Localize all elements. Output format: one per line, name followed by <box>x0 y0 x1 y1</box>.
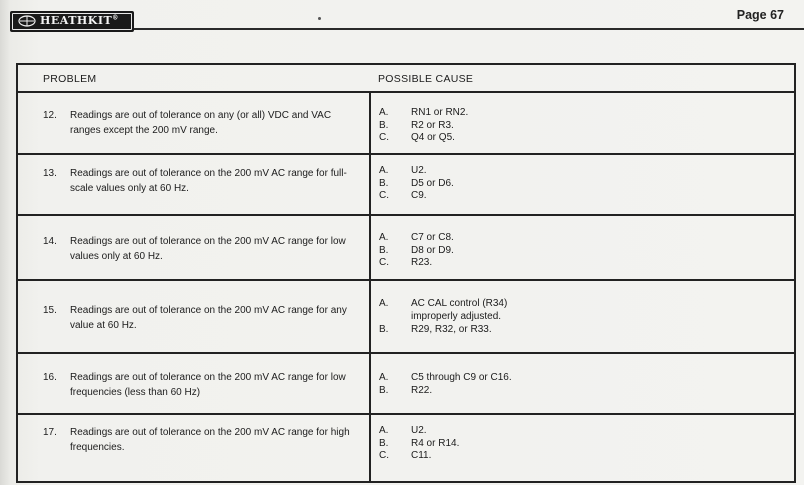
cause-column-header: POSSIBLE CAUSE <box>378 73 474 85</box>
cause-item <box>379 310 779 323</box>
cause-text: improperly adjusted. <box>411 311 502 322</box>
cause-text: U2. <box>411 425 427 436</box>
cause-item <box>379 384 779 397</box>
problem-number: 15. <box>43 305 57 316</box>
cause-text: Q4 or Q5. <box>411 132 455 143</box>
cause-letter: A. <box>379 372 389 383</box>
cause-text: R22. <box>411 385 433 396</box>
problem-cell <box>43 166 363 196</box>
problem-number: 17. <box>43 427 57 438</box>
problem-text: Readings are out of tolerance on the 200 mV AC range for low frequencies (less than 60 Hz) <box>70 372 346 398</box>
problem-text: Readings are out of tolerance on the 200 mV AC range for low values only at 60 Hz. <box>70 236 346 262</box>
cause-cell <box>379 371 779 397</box>
cause-item <box>379 178 779 191</box>
cause-item <box>379 232 779 245</box>
table-header-row <box>18 65 794 93</box>
problem-number: 13. <box>43 168 57 179</box>
cause-item <box>379 450 779 463</box>
cause-item <box>379 371 779 384</box>
table-row <box>18 155 794 216</box>
cause-text: C5 through C9 or C16. <box>411 372 512 383</box>
problem-cell <box>43 370 363 400</box>
problem-number: 14. <box>43 236 57 247</box>
cause-letter: A. <box>379 107 389 118</box>
cause-letter: B. <box>379 385 389 396</box>
problem-text: Readings are out of tolerance on the 200 mV AC range for any value at 60 Hz. <box>70 305 347 331</box>
heathkit-emblem-icon <box>18 15 36 27</box>
table-row <box>18 354 794 415</box>
cause-letter: A. <box>379 165 389 176</box>
cause-item <box>379 425 779 438</box>
logo-wordmark <box>40 14 119 27</box>
cause-letter: C. <box>379 450 389 461</box>
problem-text: Readings are out of tolerance on the 200 mV AC range for high frequencies. <box>70 427 350 453</box>
cause-letter: C. <box>379 132 389 143</box>
cause-item <box>379 132 779 145</box>
cause-text: R29, R32, or R33. <box>411 324 492 335</box>
cause-text: C11. <box>411 450 432 461</box>
cause-item <box>379 297 779 310</box>
cause-letter: C. <box>379 257 389 268</box>
page-number: Page 67 <box>736 8 784 22</box>
cause-letter: A. <box>379 425 389 436</box>
cause-letter: B. <box>379 437 389 449</box>
print-speck <box>318 17 321 20</box>
cause-letter: B. <box>379 324 389 335</box>
problem-column-header: PROBLEM <box>43 73 97 85</box>
problem-cell <box>43 234 363 264</box>
problem-text: Readings are out of tolerance on the 200 mV AC range for full-scale values only at 60 Hz. <box>70 168 347 194</box>
cause-item <box>379 438 779 451</box>
cause-cell <box>379 425 779 463</box>
cause-item <box>379 107 779 120</box>
table-row <box>18 415 794 483</box>
cause-item <box>379 257 779 270</box>
cause-letter: B. <box>379 119 389 131</box>
cause-letter: B. <box>379 244 389 256</box>
cause-text: R23. <box>411 257 433 268</box>
cause-letter: C. <box>379 190 389 201</box>
cause-text: C9. <box>411 190 427 201</box>
cause-item <box>379 190 779 203</box>
problem-cell <box>43 108 363 138</box>
cause-item <box>379 323 779 336</box>
cause-cell <box>379 107 779 145</box>
problem-number: 16. <box>43 372 57 383</box>
cause-text: U2. <box>411 165 427 176</box>
problem-number: 12. <box>43 110 57 121</box>
header-rule <box>134 28 804 30</box>
heathkit-logo <box>10 11 134 32</box>
troubleshooting-table <box>16 63 796 483</box>
cause-cell <box>379 232 779 270</box>
cause-cell <box>379 297 779 336</box>
cause-text: D8 or D9. <box>411 244 454 256</box>
problem-cell <box>43 425 363 455</box>
cause-item <box>379 120 779 133</box>
brand-name: HEATHKIT <box>40 14 113 27</box>
table-row <box>18 93 794 155</box>
cause-text: R2 or R3. <box>411 119 454 131</box>
cause-text: D5 or D6. <box>411 177 454 189</box>
registered-mark: ® <box>112 14 119 22</box>
cause-text: R4 or R14. <box>411 437 460 449</box>
problem-cell <box>43 303 363 333</box>
cause-letter <box>379 310 411 323</box>
cause-letter: A. <box>379 232 389 243</box>
cause-text: C7 or C8. <box>411 232 454 243</box>
table-row <box>18 281 794 354</box>
cause-text: RN1 or RN2. <box>411 107 469 118</box>
table-row <box>18 216 794 281</box>
cause-text: AC CAL control (R34) <box>411 298 508 309</box>
cause-cell <box>379 165 779 203</box>
cause-letter: A. <box>379 298 389 309</box>
cause-item <box>379 165 779 178</box>
cause-item <box>379 245 779 258</box>
cause-letter: B. <box>379 177 389 189</box>
problem-text: Readings are out of tolerance on any (or all) VDC and VAC ranges except the 200 mV range. <box>70 110 332 136</box>
